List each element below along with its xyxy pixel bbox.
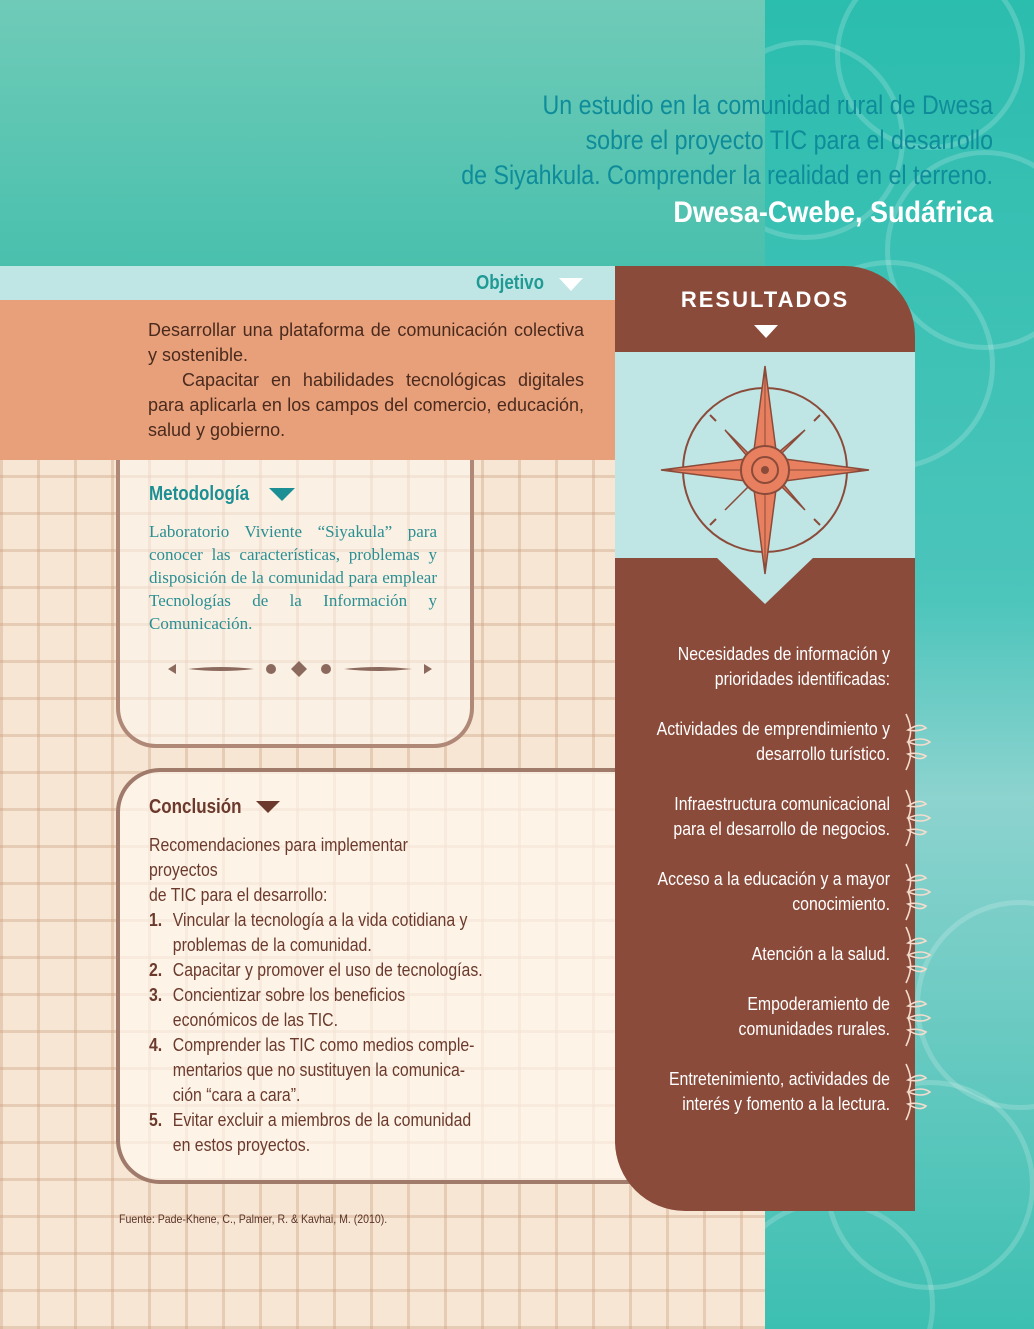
leaf-ornament-icon [900,988,936,1048]
metodologia-heading: Metodología [149,483,250,505]
result-line: para el desarrollo de negocios. [673,819,890,839]
objetivo-paragraph: Desarrollar una plataforma de comunicación colectiva y sostenible. [148,320,584,365]
results-heading: RESULTADOS [680,287,850,312]
result-item [652,642,890,692]
results-list [615,0,915,1329]
result-item [652,992,890,1042]
metodologia-text: Laboratorio Viviente “Siyakula” para conocer las características, problemas y disposición de la comunidad para emplear Tecnologías de la Información y Comunicación. [149,522,437,633]
list-number: 1. [149,910,163,930]
result-line: Entretenimiento, actividades de [668,1069,890,1089]
list-item [149,958,483,983]
result-item [652,792,890,842]
intro-line: de TIC para el desarrollo: [149,885,328,905]
list-item [149,983,483,1033]
title-line: sobre el proyecto TIC para el desarrollo [585,125,993,155]
list-item [149,908,483,958]
objetivo-text [148,318,584,443]
list-text: Concientizar sobre los beneficios económicos de las TIC. [172,985,406,1030]
leaf-ornament-icon [900,1062,936,1122]
objetivo-paragraph: Capacitar en habilidades tecnológicas digitales para aplicarla en los campos del comercio, educación, salud y gobierno. [148,370,584,440]
leaf-ornament-icon [900,712,936,772]
result-line: Necesidades de información y [677,644,890,664]
result-item [652,1067,890,1117]
conclusion-heading: Conclusión [149,796,242,818]
result-item [652,942,890,967]
list-text: Comprender las TIC como medios comple-mentarios que no sustituyen la comunica-ción “cara a cara”. [172,1035,475,1105]
result-line: Infraestructura comunicacional [674,794,890,814]
result-line: interés y fomento a la lectura. [682,1094,890,1114]
recommendations-list [149,908,483,1158]
triangle-down-icon [269,488,295,501]
leaf-ornament-icon [900,925,936,985]
result-line: Empoderamiento de [747,994,890,1014]
result-line: desarrollo turístico. [756,744,890,764]
title-line: de Siyahkula. Comprender la realidad en el terreno. [461,160,993,190]
triangle-down-icon [559,278,583,291]
result-line: comunidades rurales. [738,1019,890,1039]
source-citation: Fuente: Pade-Khene, C., Palmer, R. & Kavhai, M. (2010). [119,1212,388,1226]
list-text: Capacitar y promover el uso de tecnologías. [172,960,483,980]
leaf-ornament-icon [900,862,936,922]
result-line: Atención a la salud. [751,944,890,964]
list-text: Vincular la tecnología a la vida cotidiana y problemas de la comunidad. [172,910,468,955]
leaf-ornament-icon [900,788,936,848]
list-text: Evitar excluir a miembros de la comunidad en estos proyectos. [172,1110,472,1155]
page-subtitle: Dwesa-Cwebe, Sudáfrica [673,196,993,229]
list-number: 2. [149,960,163,980]
divider-ornament-icon [166,660,434,678]
triangle-down-icon [256,801,280,813]
result-item [652,717,890,767]
title-line: Un estudio en la comunidad rural de Dwesa [542,90,993,120]
result-line: conocimiento. [792,894,890,914]
intro-line: Recomendaciones para implementar proyectos [149,835,408,880]
objetivo-heading: Objetivo [476,272,545,294]
conclusion-intro [149,833,475,908]
list-number: 4. [149,1035,163,1055]
list-item [149,1108,483,1158]
result-item [652,867,890,917]
result-line: Acceso a la educación y a mayor [657,869,890,889]
list-number: 5. [149,1110,163,1130]
list-number: 3. [149,985,163,1005]
result-line: Actividades de emprendimiento y [656,719,890,739]
list-item [149,1033,483,1108]
result-line: prioridades identificadas: [714,669,890,689]
